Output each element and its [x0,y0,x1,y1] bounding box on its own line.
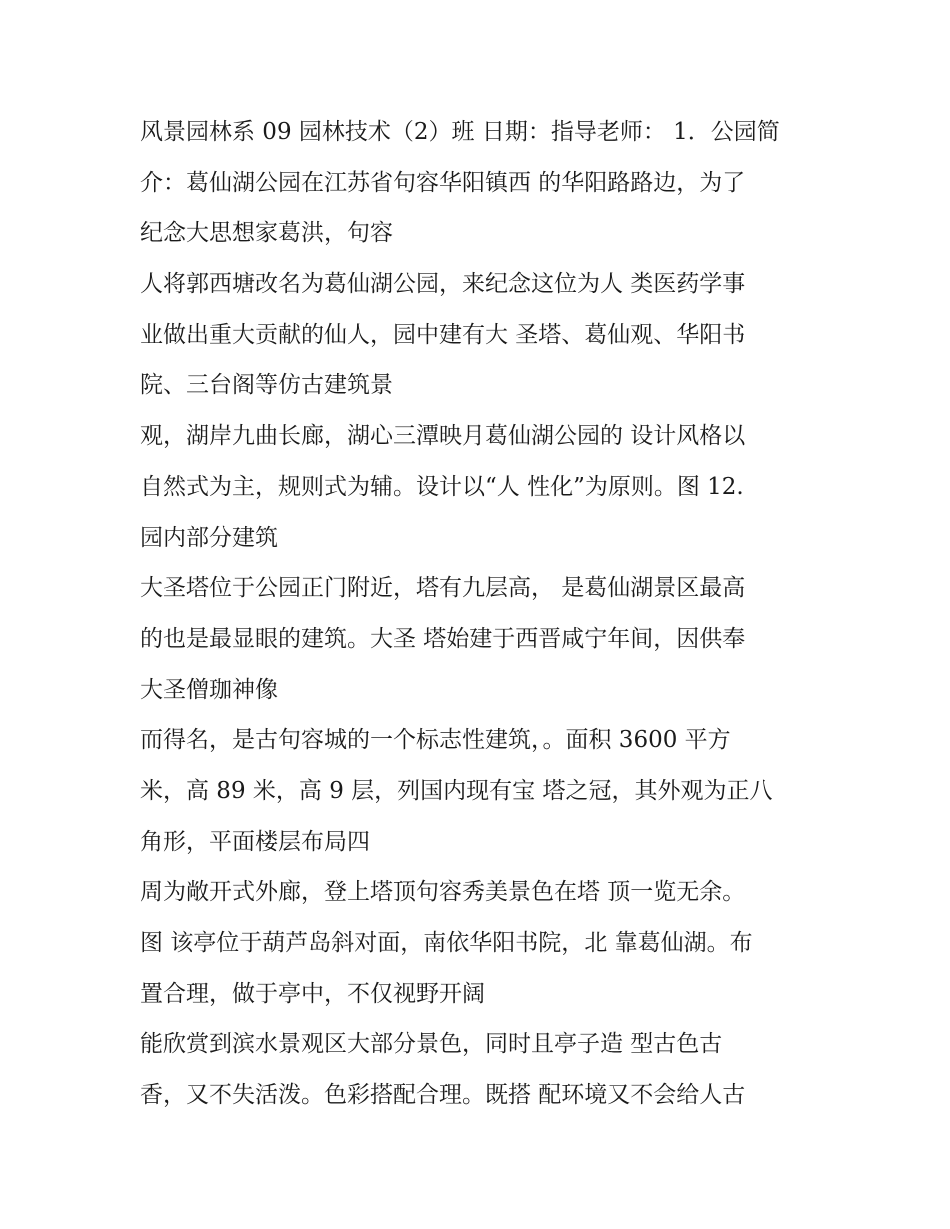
text-line: 大圣僧珈神像 [140,676,278,703]
body-text [140,107,820,1121]
text-line: 而得名，是古句容城的一个标志性建筑，。面积 3600 平方 [140,727,731,754]
text-line: 置合理，做于亭中，不仅视野开阔 [140,980,485,1007]
text-line: 能欣赏到滨水景观区大部分景色，同时且亭子造 型古色古 [140,1031,723,1058]
text-line: 周为敞开式外廊，登上塔顶句容秀美景色在塔 顶一览无余。 [140,879,746,906]
text-line: 的也是最显眼的建筑。大圣 塔始建于西晋咸宁年间，因供奉 [140,625,746,652]
text-line: 人将郭西塘改名为葛仙湖公园，来纪念这位为人 类医药学事 [140,271,746,298]
text-line: 纪念大思想家葛洪，句容 [140,220,393,247]
text-line: 风景园林系 09 园林技术（2）班 日期：指导老师： 1．公园简 [140,119,780,145]
text-line: 大圣塔位于公园正门附近，塔有九层高， 是葛仙湖景区最高 [140,575,746,602]
text-line: 自然式为主，规则式为辅。设计以“人 性化”为原则。图 12. [140,473,744,500]
text-line: 米，高 89 米，高 9 层，列国内现有宝 塔之冠，其外观为正八 [140,777,773,804]
text-line: 园内部分建筑 [140,524,278,551]
text-line: 介：葛仙湖公园在江苏省句容华阳镇西 的华阳路路边，为了 [140,169,746,196]
text-line: 角形，平面楼层布局四 [140,828,370,855]
text-line: 图 该亭位于葫芦岛斜对面，南依华阳书院，北 靠葛仙湖。布 [140,930,753,956]
text-line: 业做出重大贡献的仙人，园中建有大 圣塔、葛仙观、华阳书 [140,321,746,348]
text-line: 观，湖岸九曲长廊，湖心三潭映月葛仙湖公园的 设计风格以 [140,423,746,450]
text-line: 院、三台阁等仿古建筑景 [140,372,393,399]
text-line: 香，又不失活泼。色彩搭配合理。既搭 配环境又不会给人古 [140,1082,746,1109]
